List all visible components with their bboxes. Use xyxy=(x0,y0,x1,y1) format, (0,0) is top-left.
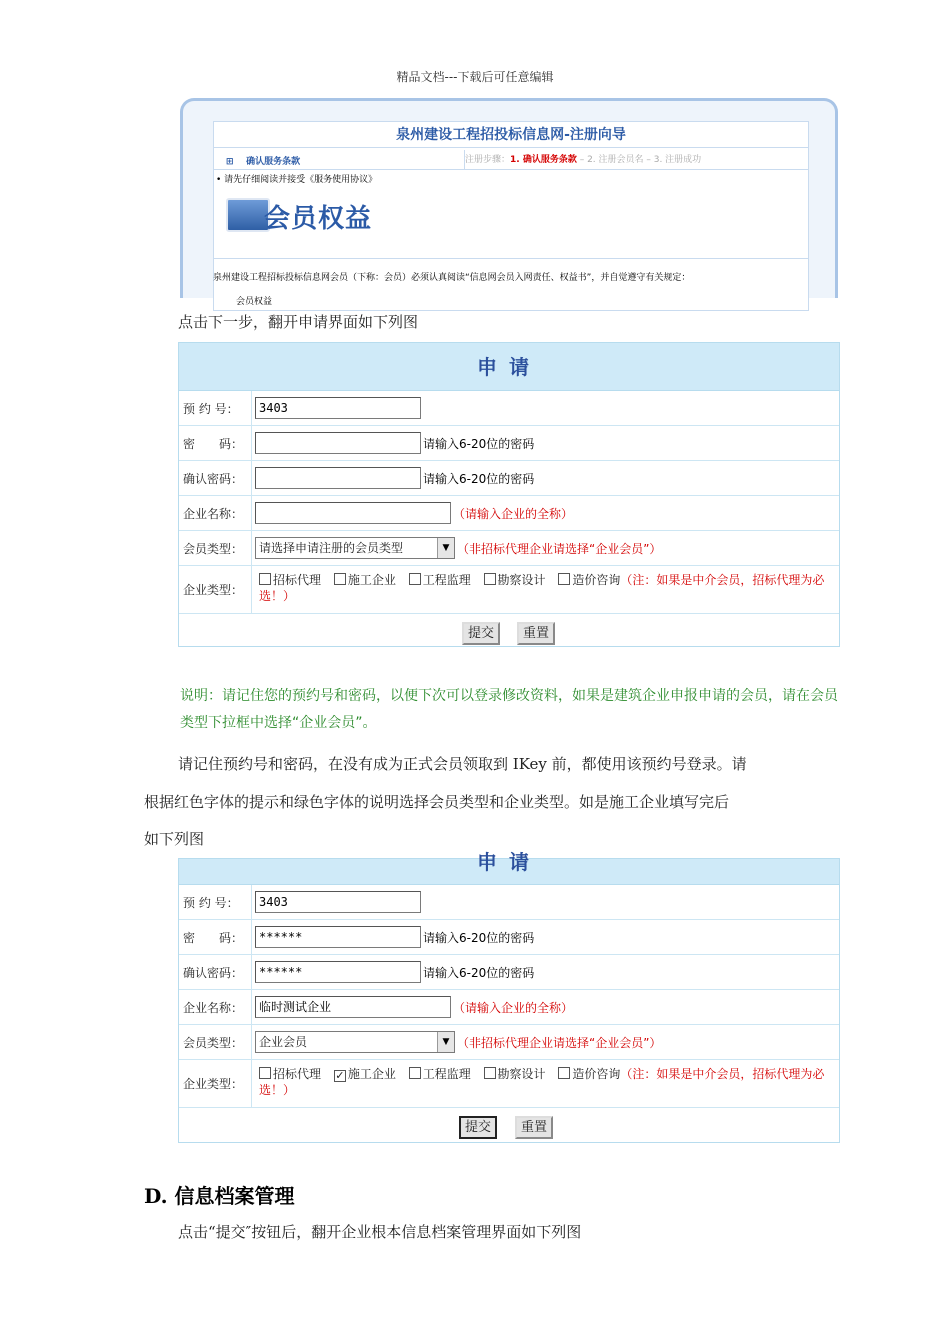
password-label: 密 码： xyxy=(179,426,252,460)
checkbox-item[interactable]: 造价咨询 xyxy=(558,1067,620,1081)
member-type-label: 会员类型： xyxy=(179,1025,252,1059)
checkbox-item[interactable]: 造价咨询 xyxy=(558,573,620,587)
company-name-label: 企业名称： xyxy=(179,496,252,530)
company-type-checks xyxy=(259,572,839,604)
row-reservation xyxy=(179,885,839,920)
application-form-filled xyxy=(178,850,840,1143)
checkbox[interactable] xyxy=(558,573,570,585)
form-title: 申请 xyxy=(179,859,839,885)
reservation-label: 预 约 号： xyxy=(179,391,252,425)
confirm-password-label: 确认密码： xyxy=(179,461,252,495)
reset-button[interactable]: 重置 xyxy=(515,1116,553,1139)
row-company-type xyxy=(179,1060,839,1108)
form-title: 申请 xyxy=(179,343,839,391)
checkbox-item[interactable]: 招标代理 xyxy=(259,573,321,587)
paragraph-remember-line3: 如下列图 xyxy=(144,830,205,848)
member-type-hint: （非招标代理企业请选择“企业会员”） xyxy=(457,541,662,556)
expand-icon: ⊞ xyxy=(226,157,234,167)
password-hint: 请输入6-20位的密码 xyxy=(423,436,535,451)
row-password xyxy=(179,920,839,955)
company-name-input[interactable]: 临时测试企业 xyxy=(255,996,451,1018)
confirm-password-hint: 请输入6-20位的密码 xyxy=(423,965,535,980)
company-name-input[interactable] xyxy=(255,502,451,524)
row-company-name xyxy=(179,990,839,1025)
checkbox[interactable] xyxy=(484,1067,496,1079)
section-heading-d: D. 信息档案管理 xyxy=(144,1184,295,1208)
paragraph-next-step: 点击下一步，翻开申请界面如下列图 xyxy=(178,313,419,331)
checkbox[interactable] xyxy=(484,573,496,585)
row-password xyxy=(179,426,839,461)
member-type-select[interactable] xyxy=(255,1031,455,1053)
page-header: 精品文档---下载后可任意编辑 xyxy=(396,70,554,84)
green-note: 说明：请记住您的预约号和密码，以便下次可以登录修改资料，如果是建筑企业申报申请的会员，请在会员类型下拉框中选择“企业会员”。 xyxy=(180,688,838,731)
dropdown-arrow-icon[interactable]: ▼ xyxy=(437,1032,454,1052)
reservation-label: 预 约 号： xyxy=(179,885,252,919)
company-name-label: 企业名称： xyxy=(179,990,252,1024)
wizard-notice: • 请先仔细阅读并接受《服务使用协议》 xyxy=(216,175,378,185)
checkbox-item[interactable]: 工程监理 xyxy=(409,573,471,587)
company-type-checks xyxy=(259,1066,839,1098)
reservation-input[interactable]: 3403 xyxy=(255,397,421,419)
checkbox[interactable] xyxy=(409,573,421,585)
company-type-note: （注：如果是中介会员，招标代理为必选！） xyxy=(259,573,825,603)
checkbox[interactable] xyxy=(259,573,271,585)
checkbox[interactable] xyxy=(409,1067,421,1079)
checkbox[interactable] xyxy=(259,1067,271,1079)
password-input[interactable]: ****** xyxy=(255,926,421,948)
row-company-type xyxy=(179,566,839,614)
checkbox-item[interactable]: 勘察设计 xyxy=(484,573,546,587)
wizard-description: 泉州建设工程招标投标信息网会员（下称：会员）必须认真阅读“信息网会员入网责任、权益书”，并自觉遵守有关规定： xyxy=(213,273,691,283)
wizard-panel xyxy=(213,121,809,311)
current-step: 1. 确认服务条款 xyxy=(510,155,577,165)
confirm-password-input[interactable]: ****** xyxy=(255,961,421,983)
confirm-terms-item[interactable] xyxy=(226,154,300,167)
member-type-value: 请选择申请注册的会员类型 xyxy=(259,541,404,555)
member-type-value: 企业会员 xyxy=(259,1035,308,1049)
steps-prefix: 注册步骤： xyxy=(465,155,511,165)
checkbox-item[interactable]: ✓ 施工企业 xyxy=(335,1067,396,1082)
password-input[interactable] xyxy=(255,432,421,454)
row-company-name xyxy=(179,496,839,531)
member-type-hint: （非招标代理企业请选择“企业会员”） xyxy=(457,1035,662,1050)
confirm-password-input[interactable] xyxy=(255,467,421,489)
form-buttons xyxy=(179,614,839,654)
confirm-password-label: 确认密码： xyxy=(179,955,252,989)
logo-text: 会员权益 xyxy=(264,204,373,234)
checkbox[interactable] xyxy=(558,1067,570,1079)
member-type-select[interactable] xyxy=(255,537,455,559)
row-member-type xyxy=(179,531,839,566)
row-member-type xyxy=(179,1025,839,1060)
checkbox-item[interactable]: 工程监理 xyxy=(409,1067,471,1081)
wizard-steps xyxy=(464,150,810,170)
checkbox-item[interactable]: 施工企业 xyxy=(334,573,396,587)
company-type-label: 企业类型： xyxy=(179,1060,252,1107)
company-type-note: （注：如果是中介会员，招标代理为必选！） xyxy=(259,1067,825,1097)
reservation-input[interactable]: 3403 xyxy=(255,891,421,913)
wizard-step-row xyxy=(214,150,808,170)
confirm-terms-label: 确认服务条款 xyxy=(246,157,301,167)
reset-button[interactable]: 重置 xyxy=(517,622,555,645)
password-hint: 请输入6-20位的密码 xyxy=(423,930,535,945)
checkbox-checked[interactable]: ✓ xyxy=(335,1069,345,1082)
form-buttons xyxy=(179,1108,839,1148)
password-label: 密 码： xyxy=(179,920,252,954)
company-type-label: 企业类型： xyxy=(179,566,252,613)
member-type-label: 会员类型： xyxy=(179,531,252,565)
submit-button[interactable]: 提交 xyxy=(462,622,500,645)
company-name-hint: （请输入企业的全称） xyxy=(453,506,574,521)
row-confirm-password xyxy=(179,461,839,496)
row-reservation xyxy=(179,391,839,426)
checkbox-item[interactable]: 勘察设计 xyxy=(484,1067,546,1081)
paragraph-remember-line1: 请记住预约号和密码，在没有成为正式会员领取到 IKey 前，都使用该预约号登录。请 xyxy=(178,755,747,773)
wizard-divider xyxy=(214,258,808,259)
checkbox-item[interactable]: 招标代理 xyxy=(259,1067,321,1081)
registration-wizard-screenshot xyxy=(180,98,838,307)
checkbox[interactable] xyxy=(334,573,346,585)
paragraph-remember-line2: 根据红色字体的提示和绿色字体的说明选择会员类型和企业类型。如是施工企业填写完后 xyxy=(144,793,730,811)
member-benefits-logo xyxy=(224,194,394,236)
dropdown-arrow-icon[interactable]: ▼ xyxy=(437,538,454,558)
company-name-hint: （请输入企业的全称） xyxy=(453,1000,574,1015)
wizard-more-text: 会员权益 xyxy=(236,297,273,307)
application-form-empty xyxy=(178,342,840,647)
remaining-steps: – 2. 注册会员名 – 3. 注册成功 xyxy=(576,155,702,165)
paragraph-submit: 点击“提交″按钮后，翻开企业根本信息档案管理界面如下列图 xyxy=(178,1223,582,1241)
confirm-password-hint: 请输入6-20位的密码 xyxy=(423,471,535,486)
submit-button[interactable]: 提交 xyxy=(459,1116,497,1139)
row-confirm-password xyxy=(179,955,839,990)
wizard-title: 泉州建设工程招投标信息网-注册向导 xyxy=(214,122,808,148)
